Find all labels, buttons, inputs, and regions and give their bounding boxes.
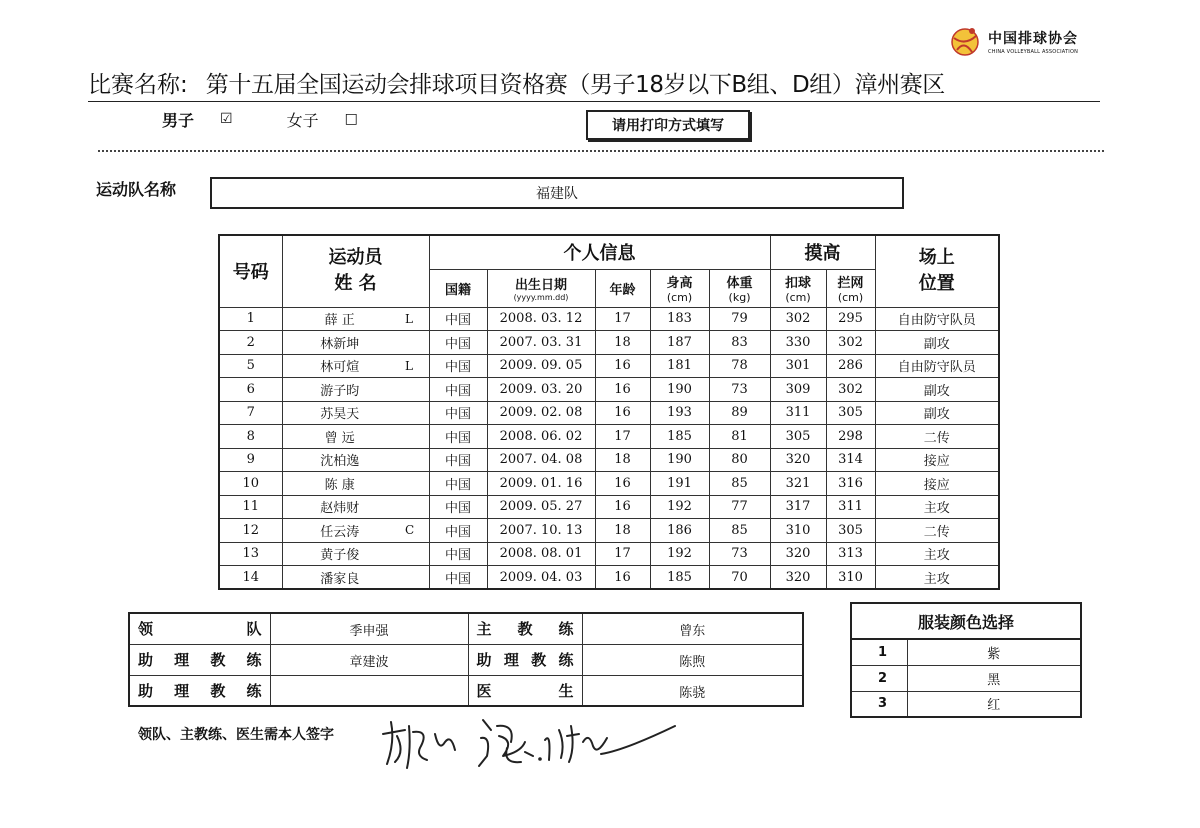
player-height: 190 bbox=[650, 448, 709, 472]
player-number: 1 bbox=[219, 307, 282, 331]
staff-role-char: 练 bbox=[246, 681, 262, 700]
player-nationality: 中国 bbox=[429, 566, 487, 590]
female-label: 女子 bbox=[286, 110, 319, 130]
uniform-index: 1 bbox=[851, 639, 907, 665]
staff-role-char: 助 bbox=[138, 651, 154, 669]
player-height: 181 bbox=[650, 354, 709, 378]
competition-name-value: 第十五届全国运动会排球项目资格赛（男子18岁以下B组、D组）漳州赛区 bbox=[205, 72, 945, 98]
player-weight: 89 bbox=[709, 401, 770, 425]
staff-role-char: 教 bbox=[210, 651, 226, 669]
player-position: 接应 bbox=[875, 448, 999, 472]
player-name: 沈柏逸 bbox=[282, 448, 397, 472]
roster-body bbox=[219, 307, 999, 589]
player-position: 二传 bbox=[875, 519, 999, 543]
header-birth bbox=[487, 269, 595, 307]
player-spike-reach: 320 bbox=[770, 448, 826, 472]
header-age: 年龄 bbox=[595, 269, 650, 307]
player-height: 186 bbox=[650, 519, 709, 543]
player-position: 接应 bbox=[875, 472, 999, 496]
player-position: 二传 bbox=[875, 425, 999, 449]
header-personal-info: 个人信息 bbox=[429, 235, 770, 269]
player-name: 苏昊天 bbox=[282, 401, 397, 425]
header-position bbox=[875, 235, 999, 307]
player-weight: 73 bbox=[709, 542, 770, 566]
player-age: 17 bbox=[595, 542, 650, 566]
player-spike-reach: 321 bbox=[770, 472, 826, 496]
staff-role-char: 练 bbox=[246, 651, 262, 669]
header-weight-unit: (kg) bbox=[728, 291, 751, 304]
player-age: 18 bbox=[595, 519, 650, 543]
player-birthdate: 2007. 10. 13 bbox=[487, 519, 595, 543]
player-height: 190 bbox=[650, 378, 709, 402]
staff-name-field[interactable]: 陈骁 bbox=[582, 675, 803, 706]
player-number: 14 bbox=[219, 566, 282, 590]
player-birthdate: 2008. 03. 12 bbox=[487, 307, 595, 331]
player-nationality: 中国 bbox=[429, 401, 487, 425]
player-height: 183 bbox=[650, 307, 709, 331]
staff-role-label bbox=[468, 675, 582, 706]
header-athlete-bottom: 姓 名 bbox=[334, 273, 377, 295]
player-weight: 78 bbox=[709, 354, 770, 378]
player-block-reach: 305 bbox=[826, 519, 875, 543]
header-block-label: 拦网 bbox=[837, 276, 864, 291]
staff-role-label bbox=[129, 675, 270, 706]
association-logo bbox=[948, 24, 1088, 58]
logo-cn-text: 中国排球协会 bbox=[988, 30, 1078, 47]
uniform-color-field[interactable]: 紫 bbox=[907, 639, 1081, 665]
staff-role-char: 助 bbox=[138, 681, 154, 700]
female-checkbox[interactable]: □ bbox=[344, 111, 358, 127]
player-block-reach: 314 bbox=[826, 448, 875, 472]
player-role-tag bbox=[397, 425, 429, 449]
team-name-field[interactable]: 福建队 bbox=[210, 177, 904, 209]
player-name: 赵炜财 bbox=[282, 495, 397, 519]
header-spike-unit: (cm) bbox=[785, 291, 811, 304]
header-number: 号码 bbox=[219, 235, 282, 307]
player-age: 18 bbox=[595, 331, 650, 355]
player-age: 16 bbox=[595, 566, 650, 590]
uniform-index: 3 bbox=[851, 691, 907, 717]
player-name: 林可煊 bbox=[282, 354, 397, 378]
player-number: 7 bbox=[219, 401, 282, 425]
player-age: 16 bbox=[595, 354, 650, 378]
handwritten-signatures bbox=[375, 712, 705, 772]
player-height: 187 bbox=[650, 331, 709, 355]
player-height: 191 bbox=[650, 472, 709, 496]
team-name-label: 运动队名称 bbox=[96, 180, 177, 199]
player-number: 10 bbox=[219, 472, 282, 496]
player-name: 潘家良 bbox=[282, 566, 397, 590]
player-weight: 85 bbox=[709, 472, 770, 496]
gender-selection bbox=[162, 108, 358, 130]
header-spike bbox=[770, 269, 826, 307]
staff-role-char: 教 bbox=[517, 620, 533, 639]
staff-role-char: 教 bbox=[210, 681, 226, 700]
player-block-reach: 311 bbox=[826, 495, 875, 519]
player-name: 任云涛 bbox=[282, 519, 397, 543]
table-row bbox=[219, 472, 999, 496]
player-spike-reach: 302 bbox=[770, 307, 826, 331]
player-block-reach: 305 bbox=[826, 401, 875, 425]
player-weight: 81 bbox=[709, 425, 770, 449]
player-spike-reach: 305 bbox=[770, 425, 826, 449]
staff-role-char: 理 bbox=[503, 651, 519, 669]
table-row bbox=[219, 354, 999, 378]
player-birthdate: 2009. 03. 20 bbox=[487, 378, 595, 402]
player-height: 185 bbox=[650, 425, 709, 449]
player-role-tag bbox=[397, 542, 429, 566]
player-weight: 73 bbox=[709, 378, 770, 402]
player-age: 16 bbox=[595, 472, 650, 496]
player-name: 黄子俊 bbox=[282, 542, 397, 566]
header-position-top: 场上 bbox=[918, 247, 955, 269]
player-age: 16 bbox=[595, 378, 650, 402]
staff-role-char: 主 bbox=[476, 620, 492, 639]
player-name: 游子昀 bbox=[282, 378, 397, 402]
staff-role-label bbox=[129, 613, 270, 644]
player-height: 185 bbox=[650, 566, 709, 590]
player-position: 副攻 bbox=[875, 378, 999, 402]
staff-role-char: 理 bbox=[174, 681, 190, 700]
staff-row bbox=[129, 613, 803, 644]
player-block-reach: 310 bbox=[826, 566, 875, 590]
header-birth-format: (yyyy.mm.dd) bbox=[513, 293, 569, 302]
staff-role-char: 助 bbox=[476, 651, 492, 669]
player-spike-reach: 311 bbox=[770, 401, 826, 425]
staff-role-label bbox=[468, 613, 582, 644]
player-position: 主攻 bbox=[875, 566, 999, 590]
player-number: 11 bbox=[219, 495, 282, 519]
staff-role-label bbox=[468, 644, 582, 675]
player-height: 193 bbox=[650, 401, 709, 425]
table-row bbox=[219, 566, 999, 590]
dotted-divider bbox=[98, 150, 1104, 152]
player-birthdate: 2007. 03. 31 bbox=[487, 331, 595, 355]
header-athlete-top: 运动员 bbox=[328, 247, 383, 269]
competition-name-label: 比赛名称: bbox=[88, 72, 188, 98]
player-block-reach: 286 bbox=[826, 354, 875, 378]
table-row bbox=[219, 448, 999, 472]
staff-name-field[interactable] bbox=[270, 675, 468, 706]
player-weight: 85 bbox=[709, 519, 770, 543]
player-birthdate: 2008. 08. 01 bbox=[487, 542, 595, 566]
header-weight-label: 体重 bbox=[726, 276, 753, 291]
player-age: 17 bbox=[595, 425, 650, 449]
player-age: 16 bbox=[595, 495, 650, 519]
player-name: 陈 康 bbox=[282, 472, 397, 496]
player-number: 6 bbox=[219, 378, 282, 402]
header-spike-label: 扣球 bbox=[785, 276, 812, 291]
player-weight: 83 bbox=[709, 331, 770, 355]
table-row bbox=[219, 425, 999, 449]
uniform-color-field[interactable]: 红 bbox=[907, 691, 1081, 717]
staff-role-char: 教 bbox=[531, 651, 547, 669]
table-row bbox=[219, 542, 999, 566]
player-weight: 80 bbox=[709, 448, 770, 472]
staff-row bbox=[129, 675, 803, 706]
player-age: 16 bbox=[595, 401, 650, 425]
male-checkbox[interactable]: ☑ bbox=[220, 111, 233, 127]
player-nationality: 中国 bbox=[429, 519, 487, 543]
player-number: 9 bbox=[219, 448, 282, 472]
male-label: 男子 bbox=[162, 110, 195, 130]
table-row bbox=[219, 519, 999, 543]
staff-role-char: 理 bbox=[174, 651, 190, 669]
header-height bbox=[650, 269, 709, 307]
player-position: 主攻 bbox=[875, 495, 999, 519]
player-block-reach: 316 bbox=[826, 472, 875, 496]
player-role-tag bbox=[397, 378, 429, 402]
player-block-reach: 298 bbox=[826, 425, 875, 449]
player-position: 副攻 bbox=[875, 331, 999, 355]
player-nationality: 中国 bbox=[429, 542, 487, 566]
player-number: 12 bbox=[219, 519, 282, 543]
player-name: 林新坤 bbox=[282, 331, 397, 355]
volleyball-logo-icon bbox=[948, 24, 982, 58]
staff-body bbox=[129, 613, 803, 706]
player-name: 薛 正 bbox=[282, 307, 397, 331]
print-note-box: 请用打印方式填写 bbox=[586, 110, 750, 140]
uniform-row bbox=[851, 665, 1081, 691]
staff-role-char: 练 bbox=[558, 651, 574, 669]
player-role-tag bbox=[397, 401, 429, 425]
staff-role-char: 生 bbox=[558, 681, 574, 700]
player-role-tag: L bbox=[397, 307, 429, 331]
table-row bbox=[219, 331, 999, 355]
roster-table bbox=[218, 234, 1000, 590]
logo-en-text: CHINA VOLLEYBALL ASSOCIATION bbox=[988, 48, 1079, 55]
player-role-tag bbox=[397, 566, 429, 590]
player-name: 曾 远 bbox=[282, 425, 397, 449]
player-nationality: 中国 bbox=[429, 354, 487, 378]
header-block bbox=[826, 269, 875, 307]
competition-title-row bbox=[88, 68, 1100, 102]
player-age: 17 bbox=[595, 307, 650, 331]
header-reach: 摸高 bbox=[770, 235, 875, 269]
uniform-row bbox=[851, 691, 1081, 717]
player-number: 2 bbox=[219, 331, 282, 355]
uniform-title: 服装颜色选择 bbox=[851, 603, 1081, 639]
table-row bbox=[219, 378, 999, 402]
staff-name-field[interactable]: 章建波 bbox=[270, 644, 468, 675]
table-row bbox=[219, 401, 999, 425]
uniform-row bbox=[851, 639, 1081, 665]
header-height-unit: (cm) bbox=[666, 291, 693, 304]
player-number: 5 bbox=[219, 354, 282, 378]
uniform-color-table bbox=[850, 602, 1082, 718]
player-spike-reach: 309 bbox=[770, 378, 826, 402]
player-spike-reach: 330 bbox=[770, 331, 826, 355]
player-birthdate: 2009. 02. 08 bbox=[487, 401, 595, 425]
player-birthdate: 2008. 06. 02 bbox=[487, 425, 595, 449]
player-birthdate: 2009. 09. 05 bbox=[487, 354, 595, 378]
player-nationality: 中国 bbox=[429, 472, 487, 496]
player-number: 13 bbox=[219, 542, 282, 566]
player-role-tag bbox=[397, 472, 429, 496]
staff-table bbox=[128, 612, 804, 707]
staff-name-field[interactable]: 曾东 bbox=[582, 613, 803, 644]
staff-role-char: 医 bbox=[476, 681, 492, 700]
player-nationality: 中国 bbox=[429, 307, 487, 331]
player-spike-reach: 301 bbox=[770, 354, 826, 378]
header-weight bbox=[709, 269, 770, 307]
player-spike-reach: 317 bbox=[770, 495, 826, 519]
header-block-unit: (cm) bbox=[837, 291, 864, 304]
player-block-reach: 302 bbox=[826, 378, 875, 402]
player-weight: 77 bbox=[709, 495, 770, 519]
header-athlete bbox=[282, 235, 429, 307]
player-position: 自由防守队员 bbox=[875, 354, 999, 378]
player-role-tag: C bbox=[397, 519, 429, 543]
player-block-reach: 302 bbox=[826, 331, 875, 355]
uniform-color-field[interactable]: 黑 bbox=[907, 665, 1081, 691]
player-weight: 70 bbox=[709, 566, 770, 590]
player-weight: 79 bbox=[709, 307, 770, 331]
player-birthdate: 2009. 01. 16 bbox=[487, 472, 595, 496]
header-nationality: 国籍 bbox=[429, 269, 487, 307]
player-role-tag bbox=[397, 495, 429, 519]
player-role-tag bbox=[397, 448, 429, 472]
player-spike-reach: 320 bbox=[770, 566, 826, 590]
signature-note: 领队、主教练、医生需本人签字 bbox=[138, 727, 334, 743]
player-nationality: 中国 bbox=[429, 495, 487, 519]
staff-role-char: 练 bbox=[558, 620, 574, 639]
player-age: 18 bbox=[595, 448, 650, 472]
player-block-reach: 295 bbox=[826, 307, 875, 331]
staff-role-char: 队 bbox=[246, 620, 262, 639]
header-birth-label: 出生日期 bbox=[514, 278, 567, 293]
player-nationality: 中国 bbox=[429, 331, 487, 355]
player-nationality: 中国 bbox=[429, 378, 487, 402]
header-position-bottom: 位置 bbox=[918, 273, 955, 295]
uniform-index: 2 bbox=[851, 665, 907, 691]
player-block-reach: 313 bbox=[826, 542, 875, 566]
staff-name-field[interactable]: 陈煦 bbox=[582, 644, 803, 675]
player-birthdate: 2007. 04. 08 bbox=[487, 448, 595, 472]
table-row bbox=[219, 495, 999, 519]
header-height-label: 身高 bbox=[666, 276, 693, 291]
player-role-tag: L bbox=[397, 354, 429, 378]
player-position: 自由防守队员 bbox=[875, 307, 999, 331]
player-height: 192 bbox=[650, 542, 709, 566]
table-row bbox=[219, 307, 999, 331]
staff-role-label bbox=[129, 644, 270, 675]
player-nationality: 中国 bbox=[429, 425, 487, 449]
player-spike-reach: 320 bbox=[770, 542, 826, 566]
player-number: 8 bbox=[219, 425, 282, 449]
staff-row bbox=[129, 644, 803, 675]
player-birthdate: 2009. 05. 27 bbox=[487, 495, 595, 519]
player-spike-reach: 310 bbox=[770, 519, 826, 543]
staff-name-field[interactable]: 季申强 bbox=[270, 613, 468, 644]
player-position: 副攻 bbox=[875, 401, 999, 425]
player-nationality: 中国 bbox=[429, 448, 487, 472]
staff-role-char: 领 bbox=[138, 620, 154, 639]
player-role-tag bbox=[397, 331, 429, 355]
player-birthdate: 2009. 04. 03 bbox=[487, 566, 595, 590]
player-height: 192 bbox=[650, 495, 709, 519]
player-position: 主攻 bbox=[875, 542, 999, 566]
